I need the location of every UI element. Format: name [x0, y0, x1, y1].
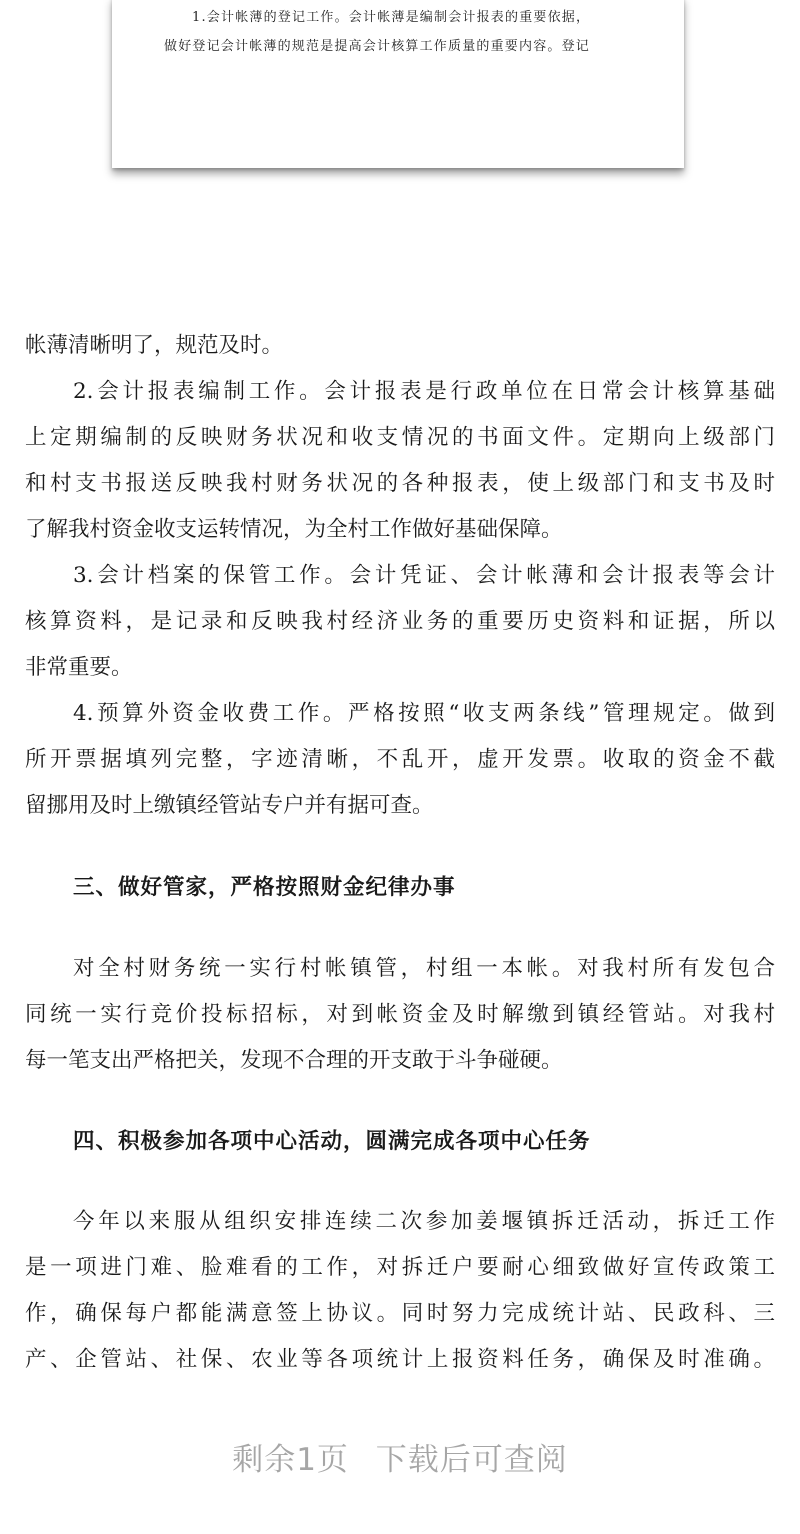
download-to-read-more-link[interactable]: 剩余1页 下载后可查阅 — [232, 1442, 568, 1478]
text-line: 产、企管站、社保、农业等各项统计上报资料任务，确保及时准确。 — [25, 1347, 775, 1372]
text-line: 所开票据填列完整，字迹清晰，不乱开，虚开发票。收取的资金不截 — [25, 747, 775, 772]
text-line: 留挪用及时上缴镇经管站专户并有据可查。 — [25, 793, 434, 818]
preview-page-card — [112, 0, 684, 168]
text-line: 上定期编制的反映财务状况和收支情况的书面文件。定期向上级部门 — [25, 425, 775, 450]
text-line: 今年以来服从组织安排连续二次参加姜堰镇拆迁活动，拆迁工作 — [73, 1209, 775, 1234]
section-heading: 四、积极参加各项中心活动，圆满完成各项中心任务 — [73, 1129, 591, 1154]
text-line: 非常重要。 — [25, 655, 133, 680]
section-heading: 三、做好管家，严格按照财金纪律办事 — [73, 875, 456, 900]
text-line: 帐薄清晰明了，规范及时。 — [25, 333, 284, 358]
text-line: 了解我村资金收支运转情况，为全村工作做好基础保障。 — [25, 517, 563, 542]
text-line: 是一项进门难、脸难看的工作，对拆迁户要耐心细致做好宣传政策工 — [25, 1255, 775, 1280]
text-line: 2.会计报表编制工作。会计报表是行政单位在日常会计核算基础 — [73, 379, 775, 404]
text-line: 同统一实行竞价投标招标，对到帐资金及时解缴到镇经管站。对我村 — [25, 1002, 775, 1027]
text-line: 作，确保每户都能满意签上协议。同时努力完成统计站、民政科、三 — [25, 1301, 775, 1326]
text-line: 4.预算外资金收费工作。严格按照“收支两条线”管理规定。做到 — [73, 701, 775, 726]
text-line: 核算资料，是记录和反映我村经济业务的重要历史资料和证据，所以 — [25, 609, 775, 634]
text-line: 3.会计档案的保管工作。会计凭证、会计帐薄和会计报表等会计 — [73, 563, 775, 588]
card-line: 1.会计帐薄的登记工作。会计帐薄是编制会计报表的重要依据， — [192, 10, 591, 25]
card-line: 做好登记会计帐薄的规范是提高会计核算工作质量的重要内容。登记 — [164, 39, 591, 54]
text-line: 和村支书报送反映我村财务状况的各种报表，使上级部门和支书及时 — [25, 471, 775, 496]
text-line: 每一笔支出严格把关，发现不合理的开支敢于斗争碰硬。 — [25, 1048, 563, 1073]
text-line: 对全村财务统一实行村帐镇管，村组一本帐。对我村所有发包合 — [73, 956, 775, 981]
